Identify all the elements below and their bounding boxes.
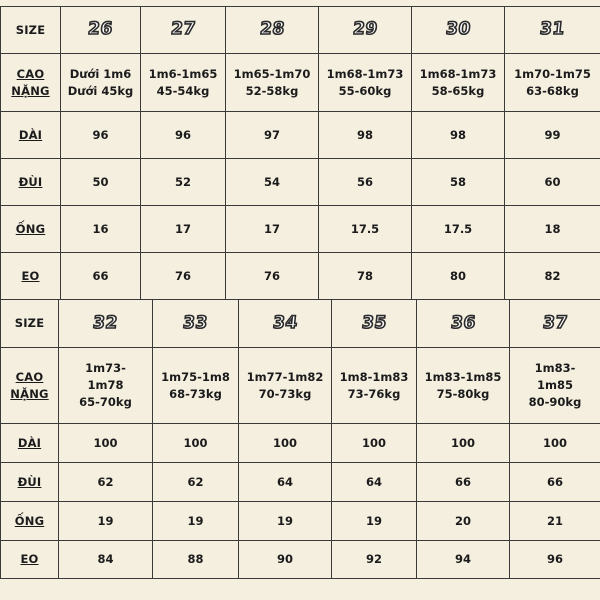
height-weight-header: CAO NẶNG	[1, 54, 61, 112]
size-table-2	[0, 299, 600, 579]
size-cell: 29	[319, 7, 412, 54]
size-cell: 36	[417, 300, 510, 348]
length-row	[1, 112, 600, 159]
thigh-cell: 56	[319, 159, 412, 206]
height-weight-cell: 1m83- 1m85 80-90kg	[510, 348, 600, 424]
size-header: SIZE	[1, 7, 61, 54]
size-cell: 26	[61, 7, 141, 54]
size-table-1	[0, 6, 600, 300]
height-weight-cell: 1m68-1m73 55-60kg	[319, 54, 412, 112]
thigh-cell: 60	[505, 159, 600, 206]
height-weight-cell: 1m65-1m70 52-58kg	[226, 54, 319, 112]
length-cell: 100	[510, 424, 600, 463]
length-header: DÀI	[1, 424, 59, 463]
leg-opening-cell: 17.5	[412, 206, 505, 253]
waist-cell: 76	[141, 253, 226, 300]
length-row	[1, 424, 600, 463]
thigh-header: ĐÙI	[1, 159, 61, 206]
thigh-cell: 54	[226, 159, 319, 206]
length-cell: 96	[61, 112, 141, 159]
waist-cell: 66	[61, 253, 141, 300]
size-cell: 28	[226, 7, 319, 54]
height-weight-header: CAO NẶNG	[1, 348, 59, 424]
size-row	[1, 7, 600, 54]
length-cell: 96	[141, 112, 226, 159]
waist-header: EO	[1, 253, 61, 300]
leg-opening-row	[1, 502, 600, 541]
thigh-cell: 50	[61, 159, 141, 206]
thigh-cell: 64	[332, 463, 417, 502]
size-cell: 35	[332, 300, 417, 348]
height-weight-cell: 1m70-1m75 63-68kg	[505, 54, 600, 112]
waist-cell: 96	[510, 541, 600, 579]
length-cell: 100	[417, 424, 510, 463]
height-weight-cell: 1m8-1m83 73-76kg	[332, 348, 417, 424]
waist-cell: 92	[332, 541, 417, 579]
waist-cell: 90	[239, 541, 332, 579]
height-weight-cell: 1m73- 1m78 65-70kg	[59, 348, 153, 424]
height-weight-cell: 1m75-1m8 68-73kg	[153, 348, 239, 424]
thigh-cell: 62	[59, 463, 153, 502]
size-cell: 33	[153, 300, 239, 348]
length-cell: 98	[412, 112, 505, 159]
waist-row	[1, 253, 600, 300]
leg-opening-cell: 16	[61, 206, 141, 253]
leg-opening-header: ỐNG	[1, 206, 61, 253]
height-weight-cell: 1m77-1m82 70-73kg	[239, 348, 332, 424]
size-cell: 30	[412, 7, 505, 54]
leg-opening-cell: 19	[239, 502, 332, 541]
size-cell: 31	[505, 7, 600, 54]
size-header: SIZE	[1, 300, 59, 348]
leg-opening-cell: 19	[332, 502, 417, 541]
size-row	[1, 300, 600, 348]
length-cell: 100	[59, 424, 153, 463]
length-cell: 100	[239, 424, 332, 463]
size-cell: 34	[239, 300, 332, 348]
waist-header: EO	[1, 541, 59, 579]
thigh-cell: 62	[153, 463, 239, 502]
waist-cell: 88	[153, 541, 239, 579]
size-cell: 37	[510, 300, 600, 348]
height-weight-row	[1, 348, 600, 424]
size-cell: 27	[141, 7, 226, 54]
leg-opening-cell: 21	[510, 502, 600, 541]
thigh-row	[1, 463, 600, 502]
height-weight-cell: 1m83-1m85 75-80kg	[417, 348, 510, 424]
length-cell: 100	[332, 424, 417, 463]
leg-opening-cell: 17	[141, 206, 226, 253]
leg-opening-cell: 19	[153, 502, 239, 541]
leg-opening-cell: 19	[59, 502, 153, 541]
thigh-cell: 64	[239, 463, 332, 502]
length-cell: 98	[319, 112, 412, 159]
length-cell: 97	[226, 112, 319, 159]
thigh-header: ĐÙI	[1, 463, 59, 502]
thigh-cell: 66	[510, 463, 600, 502]
leg-opening-row	[1, 206, 600, 253]
height-weight-cell: Dưới 1m6 Dưới 45kg	[61, 54, 141, 112]
leg-opening-cell: 18	[505, 206, 600, 253]
waist-cell: 76	[226, 253, 319, 300]
waist-cell: 80	[412, 253, 505, 300]
thigh-cell: 66	[417, 463, 510, 502]
length-cell: 100	[153, 424, 239, 463]
height-weight-row	[1, 54, 600, 112]
leg-opening-cell: 17	[226, 206, 319, 253]
height-weight-cell: 1m68-1m73 58-65kg	[412, 54, 505, 112]
leg-opening-cell: 20	[417, 502, 510, 541]
height-weight-cell: 1m6-1m65 45-54kg	[141, 54, 226, 112]
thigh-cell: 52	[141, 159, 226, 206]
waist-cell: 94	[417, 541, 510, 579]
length-header: DÀI	[1, 112, 61, 159]
waist-cell: 84	[59, 541, 153, 579]
thigh-row	[1, 159, 600, 206]
length-cell: 99	[505, 112, 600, 159]
thigh-cell: 58	[412, 159, 505, 206]
waist-cell: 78	[319, 253, 412, 300]
leg-opening-cell: 17.5	[319, 206, 412, 253]
waist-row	[1, 541, 600, 579]
size-cell: 32	[59, 300, 153, 348]
leg-opening-header: ỐNG	[1, 502, 59, 541]
waist-cell: 82	[505, 253, 600, 300]
